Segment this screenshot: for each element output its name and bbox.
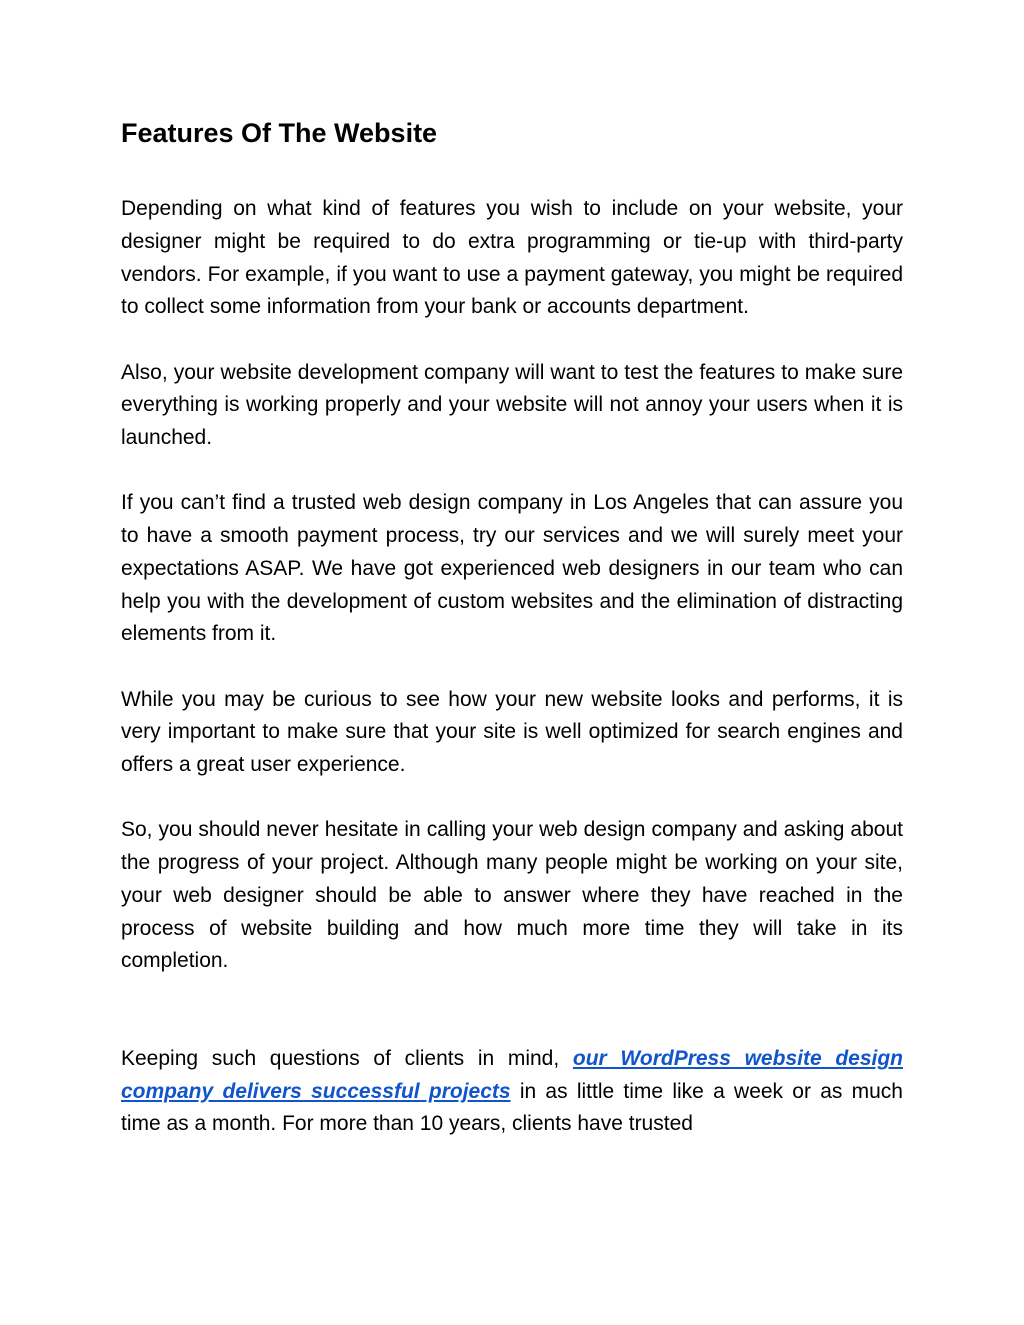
paragraph-optimization: While you may be curious to see how your new website looks and performs, it is very important to make sure that your site is well optimized for search engines and offers a great user experience. — [121, 687, 903, 776]
paragraph-features: Depending on what kind of features you wish to include on your website, your designer might be required to do extra programming or tie-up with third-party vendors. For example, if you want to use a payment gateway, you might be required to collect some information from your bank or accounts department. — [121, 197, 903, 319]
closing-text-after-link: in as little time like a week or as much time as a month. For more than 10 years, clients have trusted — [121, 1079, 903, 1136]
paragraph-closing — [121, 1043, 903, 1141]
closing-text-before-link: Keeping such questions of clients in mind, — [121, 1046, 573, 1070]
paragraph-trusted-company: If you can’t find a trusted web design company in Los Angeles that can assure you to have a smooth payment process, try our services and we will surely meet your expectations ASAP. We have got experienced web designers in our team who can help you with the development of custom websites and the elimination of distracting elements from it. — [121, 491, 903, 646]
document-page — [121, 116, 903, 1174]
document-heading: Features Of The Website — [121, 118, 438, 148]
paragraph-progress: So, you should never hesitate in calling your web design company and asking about the progress of your project. Although many people might be working on your site, your web designer should be able to answer where they have reached in the process of website building and how much more time they will take in its completion. — [121, 818, 903, 973]
wordpress-design-company-link[interactable]: our WordPress website design company delivers successful projects — [121, 1046, 903, 1103]
paragraph-testing: Also, your website development company will want to test the features to make sure everything is working properly and your website will not annoy your users when it is launched. — [121, 360, 903, 449]
